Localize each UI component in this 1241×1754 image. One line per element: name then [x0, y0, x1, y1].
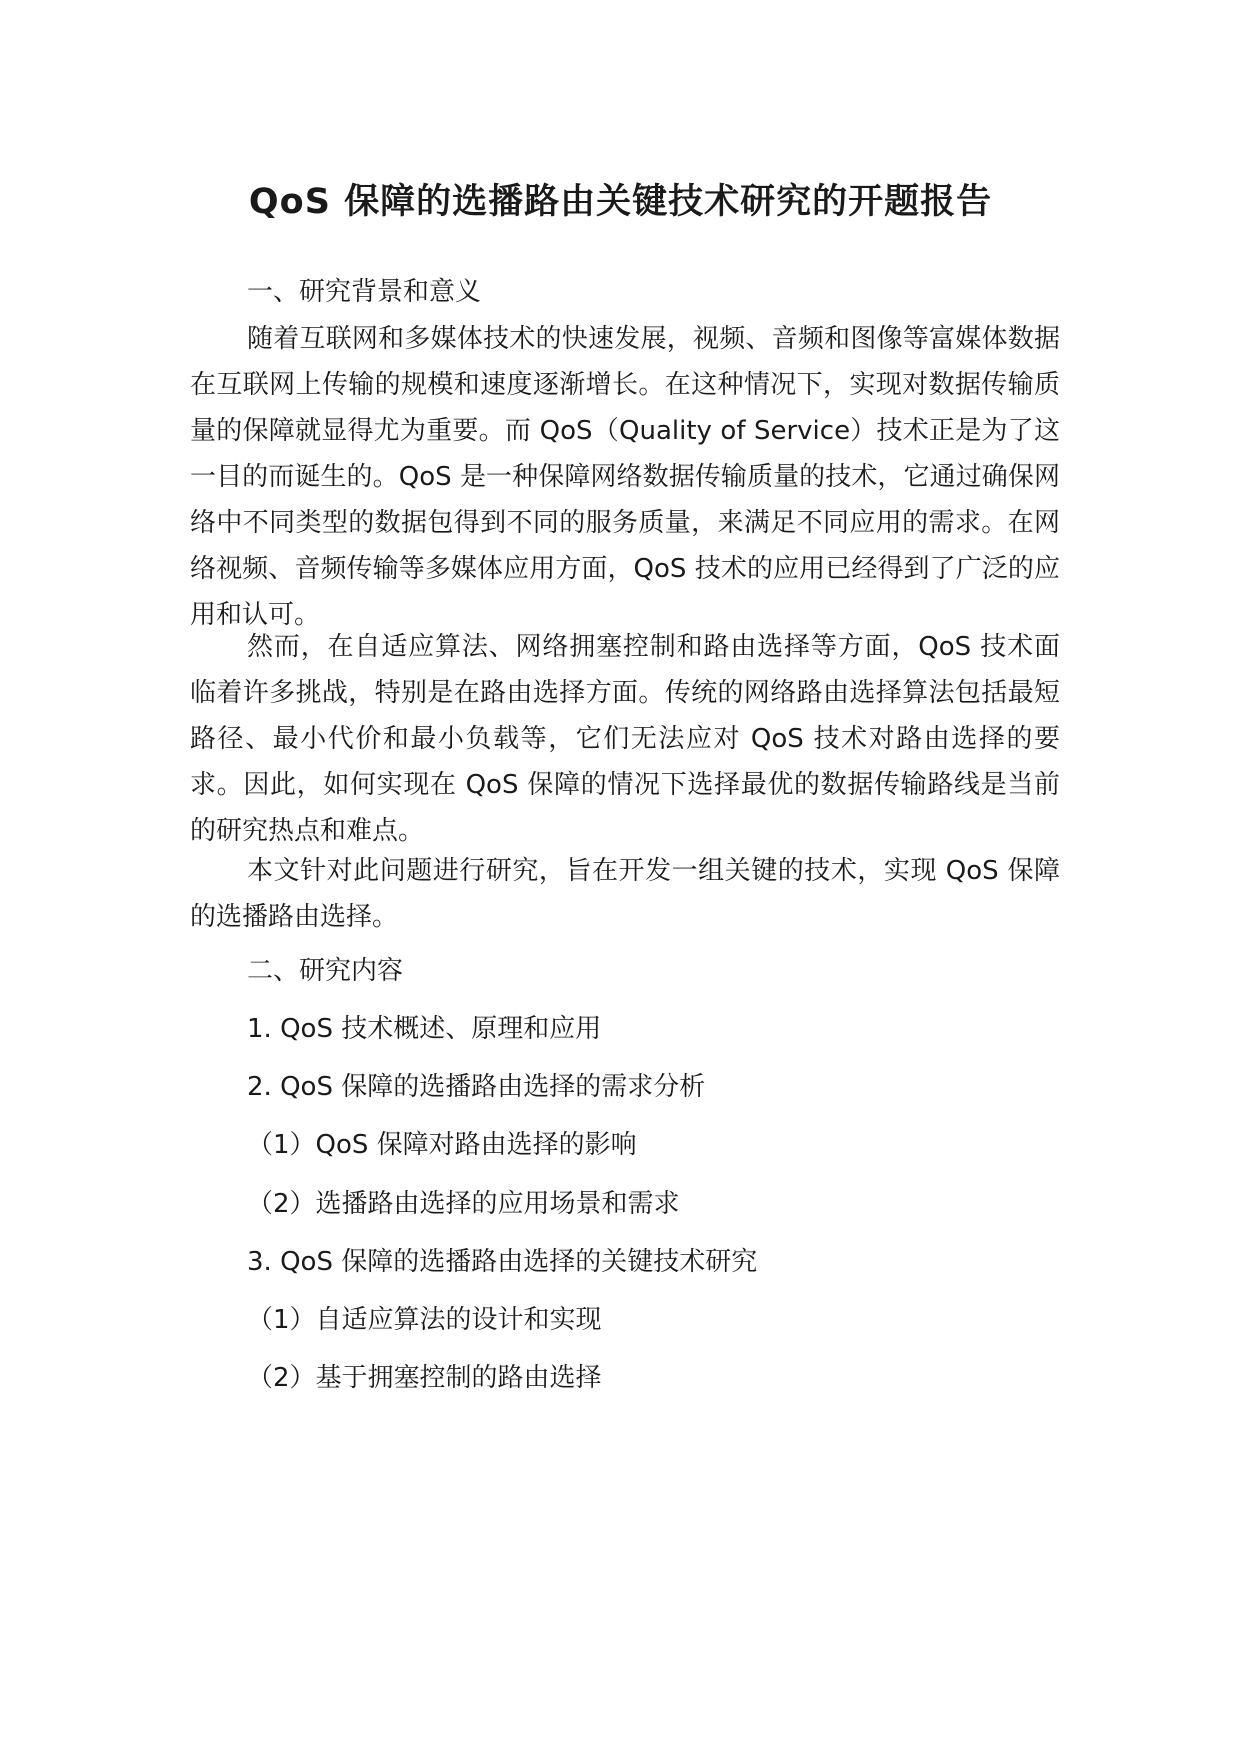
paragraph-background-2: 然而，在自适应算法、网络拥塞控制和路由选择等方面，QoS 技术面临着许多挑战，特别是在路由选择方面。传统的网络路由选择算法包括最短路径、最小代价和最小负载等，它们无法应对 QoS 技术对路由选择的要求。因此，如何实现在 QoS 保障的情况下选择最优的数据传输路线是当前的研究热点和难点。 — [190, 632, 1060, 846]
section-heading-content: 二、研究内容 — [247, 956, 404, 986]
content-subitem-3-1: （1）自适应算法的设计和实现 — [247, 1305, 602, 1335]
paragraph-background-3: 本文针对此问题进行研究，旨在开发一组关键的技术，实现 QoS 保障的选播路由选择。 — [190, 856, 1060, 932]
content-subitem-3-2: （2）基于拥塞控制的路由选择 — [247, 1363, 602, 1393]
content-item-1: 1. QoS 技术概述、原理和应用 — [247, 1014, 602, 1044]
paragraph-background-1: 随着互联网和多媒体技术的快速发展，视频、音频和图像等富媒体数据在互联网上传输的规模和速度逐渐增长。在这种情况下，实现对数据传输质量的保障就显得尤为重要。而 QoS（Quality of Service）技术正是为了这一目的而诞生的。QoS 是一种保障网络数据传输质量的技术，它通过确保网络中不同类型的数据包得到不同的服务质量，来满足不同应用的需求。在网络视频、音频传输等多媒体应用方面，QoS 技术的应用已经得到了广泛的应用和认可。 — [190, 324, 1060, 630]
content-item-3: 3. QoS 保障的选播路由选择的关键技术研究 — [247, 1247, 758, 1277]
document-title: QoS 保障的选播路由关键技术研究的开题报告 — [248, 182, 993, 222]
content-item-2: 2. QoS 保障的选播路由选择的需求分析 — [247, 1072, 706, 1102]
content-subitem-2-1: （1）QoS 保障对路由选择的影响 — [247, 1130, 637, 1160]
section-heading-background: 一、研究背景和意义 — [247, 277, 482, 307]
content-subitem-2-2: （2）选播路由选择的应用场景和需求 — [247, 1189, 680, 1219]
